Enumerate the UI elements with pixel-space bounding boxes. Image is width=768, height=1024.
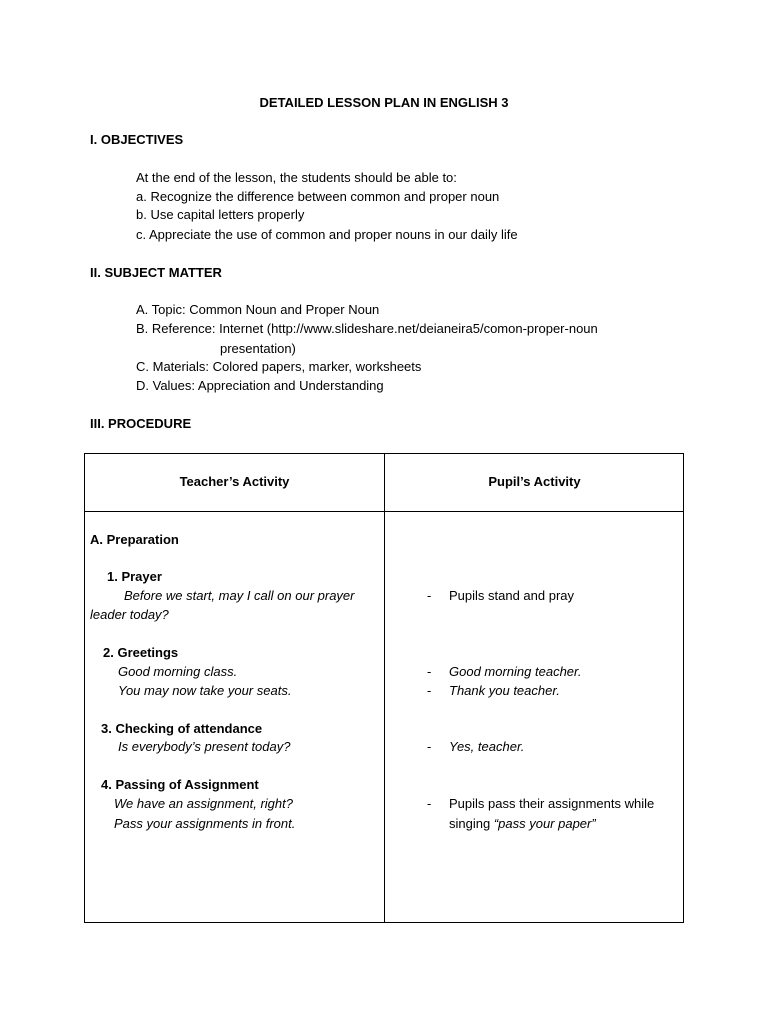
procedure-heading: III. PROCEDURE	[90, 416, 192, 431]
header-divider	[85, 511, 683, 512]
bullet-dash: -	[427, 739, 432, 754]
teacher-activity-header: Teacher’s Activity	[179, 474, 290, 489]
subject-topic: A. Topic: Common Noun and Proper Noun	[136, 302, 380, 317]
pupil-assignment-prefix: singing	[449, 816, 494, 831]
bullet-dash: -	[427, 588, 432, 603]
bullet-dash: -	[427, 796, 432, 811]
subject-materials: C. Materials: Colored papers, marker, worksheets	[136, 359, 422, 374]
pupil-activity-header: Pupil’s Activity	[488, 474, 581, 489]
attendance-text: Is everybody’s present today?	[118, 739, 291, 754]
prayer-heading: 1. Prayer	[107, 569, 162, 584]
pupil-prayer: Pupils stand and pray	[449, 588, 575, 603]
bullet-dash: -	[427, 664, 432, 679]
pupil-thanks: Thank you teacher.	[449, 683, 560, 698]
prayer-text: Before we start, may I call on our prayer	[124, 588, 355, 603]
pupil-assignment: Pupils pass their assignments while	[449, 796, 655, 811]
assignment-text: We have an assignment, right?	[114, 796, 293, 811]
assignment-heading: 4. Passing of Assignment	[101, 777, 259, 792]
greetings-text: Good morning class.	[118, 664, 238, 679]
pupil-attendance: Yes, teacher.	[449, 739, 525, 754]
objectives-heading: I. OBJECTIVES	[90, 132, 184, 147]
pupil-assignment-song: “pass your paper”	[493, 816, 596, 831]
pupil-greet: Good morning teacher.	[449, 664, 582, 679]
objective-item: c. Appreciate the use of common and proper nouns in our daily life	[136, 227, 518, 242]
subject-reference-cont: presentation)	[220, 341, 296, 356]
prayer-text-cont: leader today?	[90, 607, 169, 622]
pupil-assignment-cont	[449, 815, 596, 833]
attendance-heading: 3. Checking of attendance	[101, 721, 263, 736]
column-divider	[384, 454, 385, 922]
assignment-text: Pass your assignments in front.	[114, 816, 296, 831]
objective-item: b. Use capital letters properly	[136, 207, 305, 222]
document-title: DETAILED LESSON PLAN IN ENGLISH 3	[259, 95, 509, 110]
subject-reference: B. Reference: Internet (http://www.slideshare.net/deianeira5/comon-proper-noun	[136, 321, 598, 336]
objective-item: a. Recognize the difference between common and proper noun	[136, 189, 500, 204]
bullet-dash: -	[427, 683, 432, 698]
objectives-intro: At the end of the lesson, the students should be able to:	[136, 170, 457, 185]
subject-matter-heading: II. SUBJECT MATTER	[90, 265, 222, 280]
preparation-heading: A. Preparation	[90, 532, 179, 547]
subject-values: D. Values: Appreciation and Understanding	[136, 378, 384, 393]
greetings-heading: 2. Greetings	[103, 645, 179, 660]
greetings-text: You may now take your seats.	[118, 683, 292, 698]
